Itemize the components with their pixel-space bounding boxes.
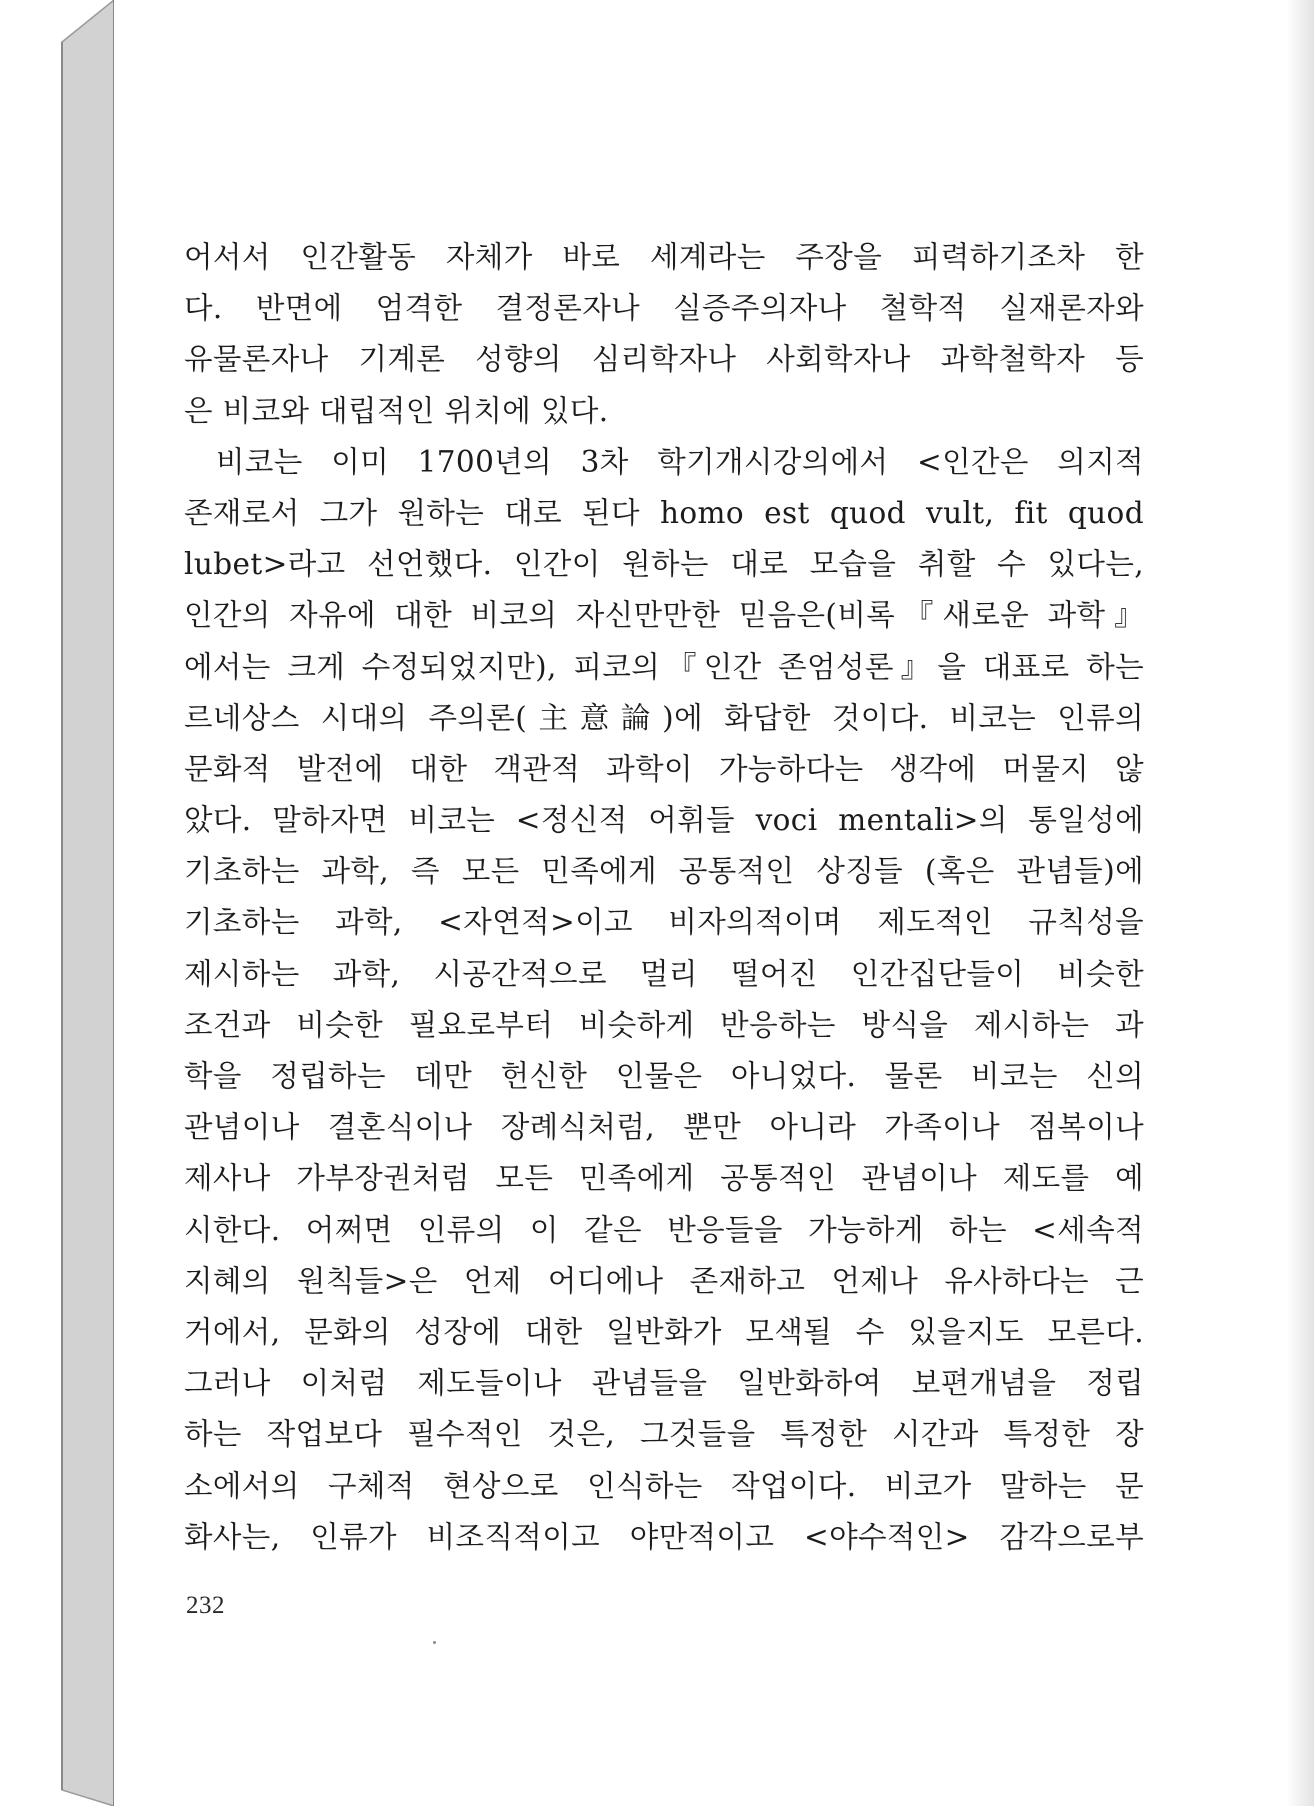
text-line: 시한다. 어쩌면 인류의 이 같은 반응들을 가능하게 하는 <세속적: [184, 1212, 1144, 1247]
text-line: 인간의 자유에 대한 비코의 자신만만한 믿음은(비록『새로운 과학』: [184, 598, 1144, 633]
page-edge-shadow: [1286, 0, 1314, 1806]
text-line: 문화적 발전에 대한 객관적 과학이 가능하다는 생각에 머물지 않: [184, 751, 1144, 786]
body-text: [184, 232, 1144, 1563]
text-line: 조건과 비슷한 필요로부터 비슷하게 반응하는 방식을 제시하는 과: [184, 1007, 1144, 1042]
text-line: 에서는 크게 수정되었지만), 피코의『인간 존엄성론』을 대표로 하는: [184, 649, 1144, 684]
text-line: 다. 반면에 엄격한 결정론자나 실증주의자나 철학적 실재론자와: [184, 291, 1144, 326]
scan-speck: [433, 1641, 436, 1644]
text-line: 하는 작업보다 필수적인 것은, 그것들을 특정한 시간과 특정한 장: [184, 1417, 1144, 1452]
text-line: 제시하는 과학, 시공간적으로 멀리 떨어진 인간집단들이 비슷한: [184, 956, 1144, 991]
text-line: lubet>라고 선언했다. 인간이 원하는 대로 모습을 취할 수 있다는,: [184, 547, 1144, 582]
text-line: 소에서의 구체적 현상으로 인식하는 작업이다. 비코가 말하는 문: [184, 1468, 1144, 1503]
text-line: 학을 정립하는 데만 헌신한 인물은 아니었다. 물론 비코는 신의: [184, 1059, 1144, 1093]
page-number: 232: [186, 1592, 225, 1619]
text-line: 제사나 가부장권처럼 모든 민족에게 공통적인 관념이나 제도를 예: [184, 1161, 1144, 1196]
text-line: 유물론자나 기계론 성향의 심리학자나 사회학자나 과학철학자 등: [184, 342, 1144, 377]
text-line: 르네상스 시대의 주의론(主意論)에 화답한 것이다. 비코는 인류의: [184, 700, 1144, 735]
text-line: 기초하는 과학, <자연적>이고 비자의적이며 제도적인 규칙성을: [184, 905, 1144, 940]
text-line: 그러나 이처럼 제도들이나 관념들을 일반화하여 보편개념을 정립: [184, 1366, 1144, 1401]
text-line: 기초하는 과학, 즉 모든 민족에게 공통적인 상징들 (혹은 관념들)에: [184, 854, 1144, 889]
text-line: 았다. 말하자면 비코는 <정신적 어휘들 voci mentali>의 통일성에: [184, 803, 1144, 838]
text-line: 거에서, 문화의 성장에 대한 일반화가 모색될 수 있을지도 모른다.: [184, 1314, 1144, 1349]
text-line: 지혜의 원칙들>은 언제 어디에나 존재하고 언제나 유사하다는 근: [184, 1263, 1144, 1298]
text-line: 화사는, 인류가 비조직적이고 야만적이고 <야수적인> 감각으로부: [184, 1519, 1144, 1554]
text-line: 은 비코와 대립적인 위치에 있다.: [184, 393, 609, 428]
text-line: 존재로서 그가 원하는 대로 된다 homo est quod vult, fit quod: [184, 495, 1144, 530]
text-line: 관념이나 결혼식이나 장례식처럼, 뿐만 아니라 가족이나 점복이나: [184, 1110, 1144, 1145]
text-line: 어서서 인간활동 자체가 바로 세계라는 주장을 피력하기조차 한: [184, 240, 1144, 274]
text-line: 비코는 이미 1700년의 3차 학기개시강의에서 <인간은 의지적: [216, 444, 1144, 479]
